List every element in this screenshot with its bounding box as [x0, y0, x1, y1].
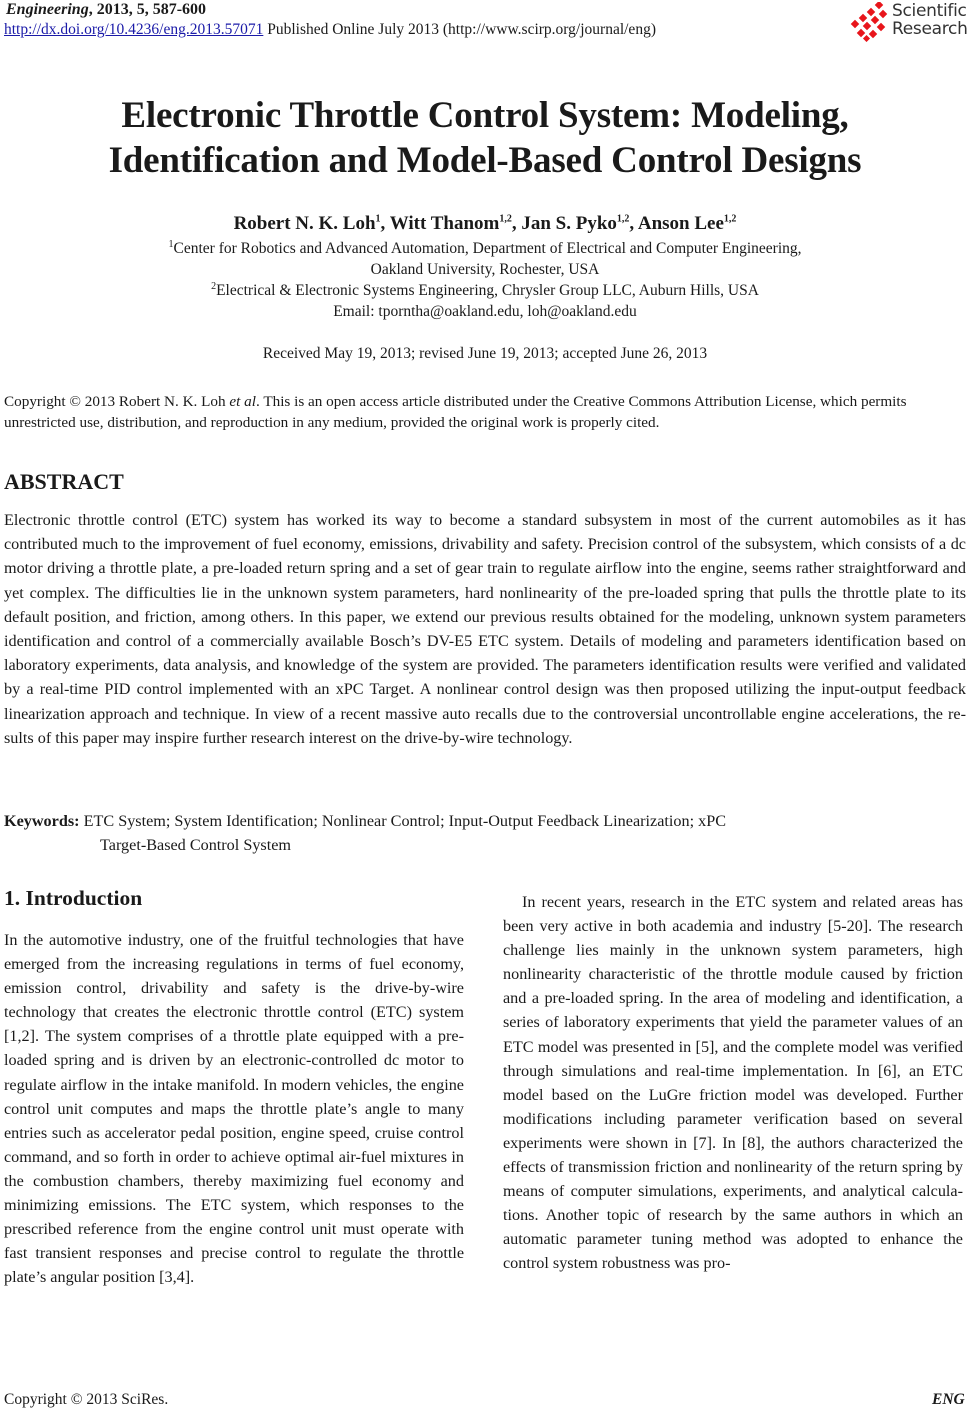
- body-column-left: [4, 928, 464, 1289]
- keywords-label: Keywords:: [4, 812, 80, 830]
- affiliation-sup: 1: [168, 238, 174, 250]
- diamond-cluster-logo-icon: [850, 2, 890, 42]
- section-heading-introduction: 1. Introduction: [4, 886, 143, 910]
- affiliation-sup: 2: [211, 280, 217, 292]
- intro-paragraph-2: In recent years, research in the ETC system and related areas has been very active in both academia and industry [5-20]. The research challenge lies mainly in the unknown system parameters, high nonlinearity characteristic of the throttle module caused by friction and a pre-loaded spring. In the area of modeling and identification, a series of laboratory experiments that yield the parameter values of an ETC model was presented in [5], and the complete model was verified through simulations and real-time implementation. In [6], an ETC model based on the LuGre friction model was developed. Further modifications including parameter verification based on several experiments were shown in [7]. In [8], the authors characterized the effects of transmission friction and nonlinearity of the return spring by means of computer simulations, experiments, and analytical calculations. Another topic of research by the same authors in which an automatic parameter tuning method was adopted to enhance the control system robustness was pro-: [503, 893, 963, 1273]
- footer-copyright: Copyright © 2013 SciRes.: [4, 1391, 169, 1408]
- author-name: Jan S. Pyko: [521, 213, 617, 234]
- author-name: Anson Lee: [637, 213, 724, 234]
- received-dates: Received May 19, 2013; revised June 19, 2013; accepted June 26, 2013: [262, 345, 708, 362]
- body-column-right: [503, 890, 963, 1276]
- affiliation-text: Electrical & Electronic Systems Engineering, Chrysler Group LLC, Auburn Hills, USA: [216, 282, 759, 299]
- author-name: Robert N. K. Loh: [233, 213, 376, 234]
- affiliation-text: Center for Robotics and Advanced Automation, Department of Electrical and Computer Engineering,: [173, 240, 802, 257]
- author-affil-sup: 1,2: [499, 213, 512, 225]
- footer-journal-abbr: ENG: [932, 1391, 965, 1408]
- logo-line-1: Scientific: [892, 1, 967, 21]
- keywords: [4, 809, 726, 857]
- keywords-text-line-2: Target-Based Control System: [100, 836, 291, 854]
- affiliation-2: [0, 280, 970, 301]
- paper-title: [0, 93, 970, 183]
- copyright-license-text: . This is an open access article distributed under the Creative Commons Attribution License, which permits unrestricted use, distribution, and reproduction in any medium, provided the original work is properly cited.: [4, 393, 907, 431]
- author-affil-sup: 1: [375, 213, 381, 225]
- author-name: Witt Thanom: [389, 213, 500, 234]
- abstract-heading: ABSTRACT: [4, 469, 124, 494]
- journal-volume-pages: , 2013, 5, 587-600: [88, 1, 207, 18]
- journal-citation: [6, 0, 206, 20]
- published-online-text: Published Online July 2013 (http://www.scirp.org/journal/eng): [263, 21, 656, 38]
- abstract-text: Electronic throttle control (ETC) system has worked its way to become a standard subsystem in most of the current automobiles as it has contributed much to the improvement of fuel economy, emissions, drivability and safety. Precision control of the subsystem, which consists of a dc motor driving a throttle plate, a pre-loaded return spring and a set of gear train to regulate airflow into the engine, seems rather straightforward and yet complex. The difficulties lie in the unknown system parameters, hard nonlinearity of the pre-loaded spring that pulls the throttle plate to its default position, and friction, among others. In this paper, we extend our previous results obtained for the modeling, unknown system parameters identification and control of a commercially available Bosch’s DV-E5 ETC system. Details of modeling and parameters identification based on laboratory experiments, data analysis, and knowledge of the system are provided. The parameters identification results were verified and validated by a real-time PID control implemented with an xPC Target. A nonlinear control design was then proposed utilizing the input-output feedback linearization approach and technique. In view of a recent massive auto recalls due to the controversial uncontrollable engine accelerations, the results of this paper may inspire further research interest on the drive-by-wire technology.: [4, 511, 966, 747]
- logo-line-2: Research: [892, 19, 968, 39]
- logo-text: [892, 2, 968, 38]
- intro-paragraph-1: In the automotive industry, one of the fruitful technologies that have emerged from the increasing regulations in terms of fuel economy, emission control, drivability and safety is the drive-by-wire technology that creates the electronic throttle control (ETC) system [1,2]. The system comprises of a throttle plate equipped with a preloaded spring and is driven by an electronic-controlled dc motor to regulate airflow in the intake manifold. In modern vehicles, the engine control unit computes and maps the throttle plate’s angle to many entries such as accelerator pedal position, engine speed, cruise control command, and so forth in order to achieve optimal air-fuel mixtures in the combustion chambers, thereby maximizing fuel economy and minimizing emissions. The ETC system, which responses to the prescribed reference from the engine control unit must operate with fast transient responses and precise control to regulate the throttle plate’s angular position [3,4].: [4, 931, 464, 1287]
- affiliation-1-location: Oakland University, Rochester, USA: [370, 261, 600, 278]
- journal-name: Engineering: [6, 1, 89, 18]
- author-list: Robert N. K. Loh$^1$, Witt Thanom$^{1,2}$, Jan S. Pyko$^{1,2}$, Anson Lee$^{1,2}$: [233, 213, 737, 234]
- copyright-etal: et al: [229, 393, 256, 410]
- author-affil-sup: 1,2: [616, 213, 630, 225]
- copyright-notice: [4, 391, 968, 433]
- doi-line: [4, 20, 656, 40]
- doi-link[interactable]: http://dx.doi.org/10.4236/eng.2013.57071: [4, 21, 264, 38]
- affiliation-1: [0, 238, 970, 259]
- scientific-research-logo: [850, 2, 970, 44]
- copyright-text: Copyright © 2013 Robert N. K. Loh: [4, 393, 230, 410]
- author-affil-sup: 1,2: [723, 213, 737, 225]
- title-line-2: Identification and Model-Based Control Designs: [108, 140, 862, 181]
- title-line-1: Electronic Throttle Control System: Modeling,: [121, 95, 849, 136]
- author-email: Email: tporntha@oakland.edu, loh@oakland.edu: [333, 303, 637, 320]
- keywords-text-line-1: ETC System; System Identification; Nonlinear Control; Input-Output Feedback Linearization; xPC: [79, 812, 727, 830]
